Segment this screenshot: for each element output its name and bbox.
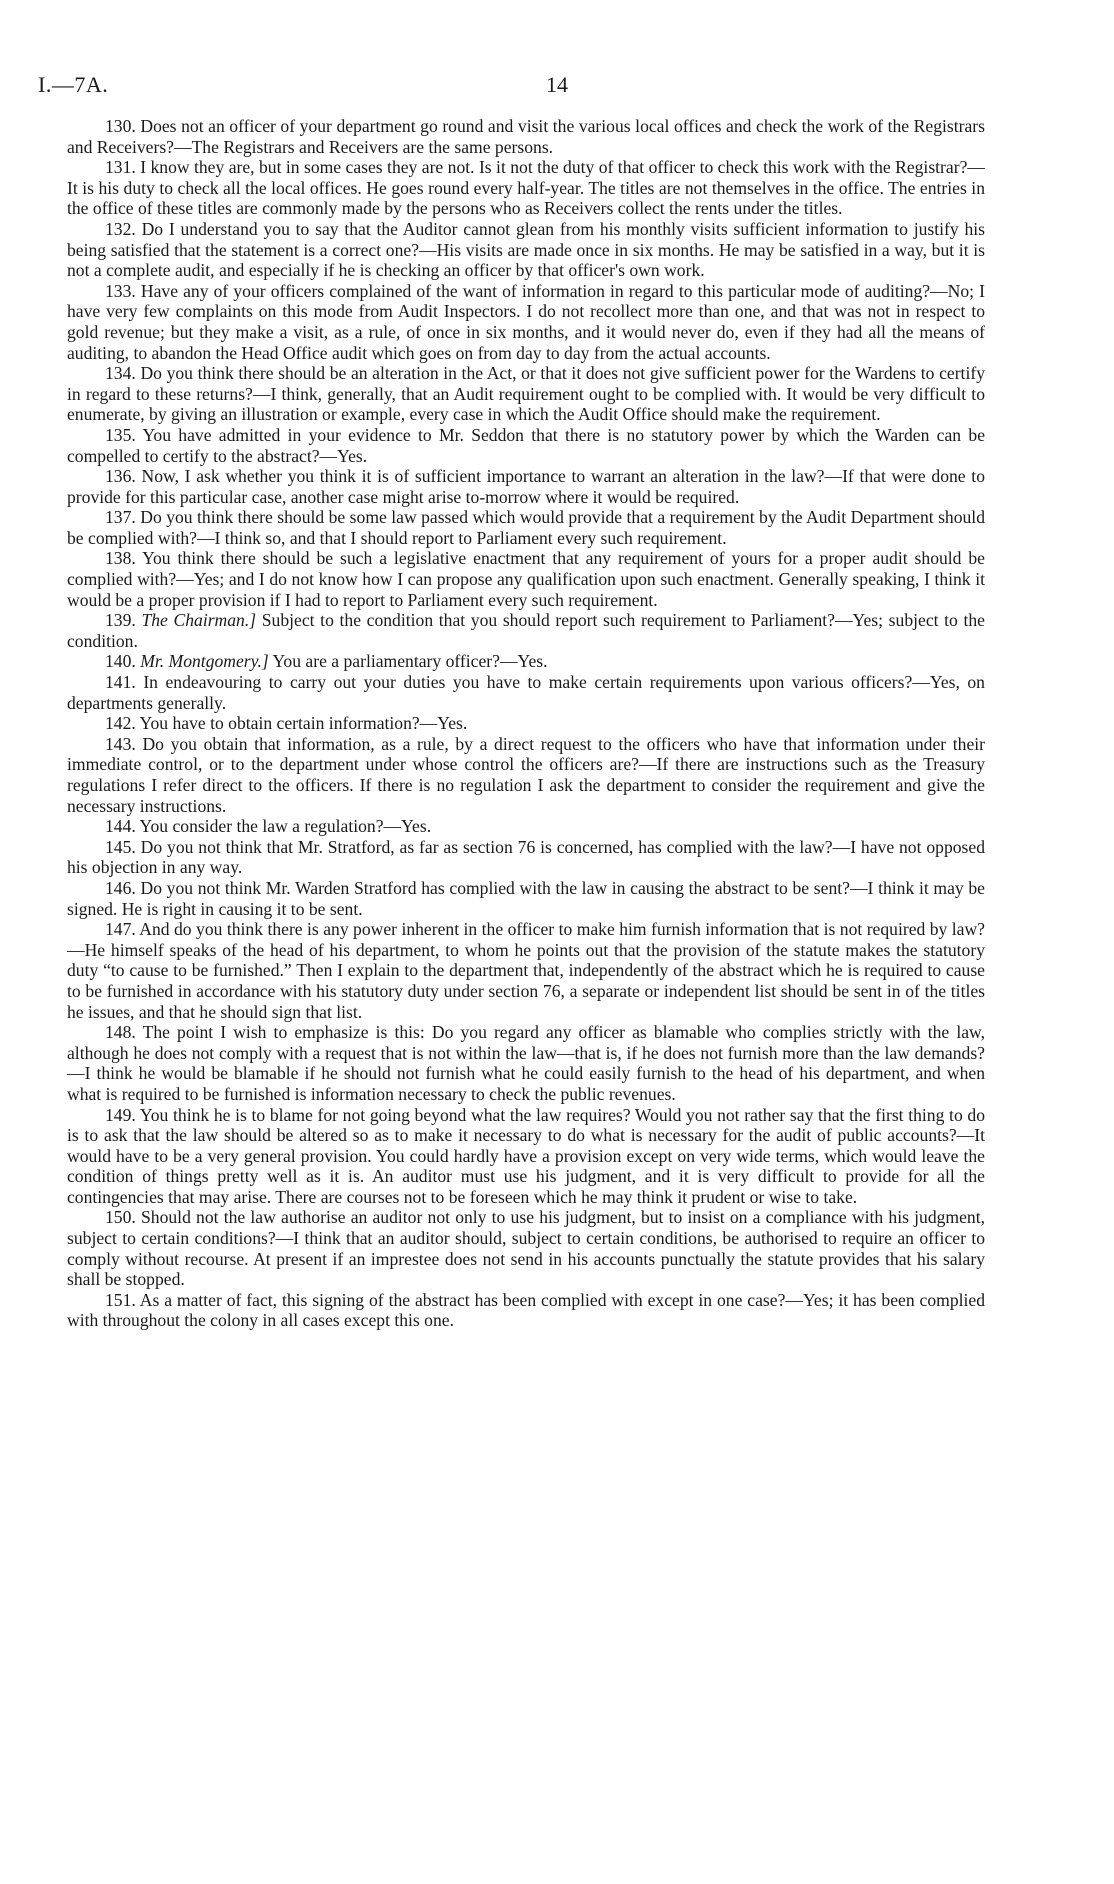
page-header xyxy=(38,72,1076,102)
paragraph-text: You consider the law a regulation?—Yes. xyxy=(139,816,432,837)
paragraph-text: Now, I ask whether you think it is of sufficient importance to warrant an alteration in the law?—If that were done to provide for this particular case, another case might arise to-morrow where it would be required. xyxy=(67,466,985,507)
paragraph-text: Do I understand you to say that the Auditor cannot glean from his monthly visits sufficient information to justify his being satisfied that the statement is a correct one?—His visits are made once in six months. He may be satisfied in a way, but it is not a complete audit, and especially if he is checking an officer by that officer's own work. xyxy=(67,218,985,281)
paragraph xyxy=(67,878,985,919)
paragraph-text: Do you think there should be some law passed which would provide that a requirement by the Audit Department should be complied with?—I think so, and that I should report to Parliament every such requirement. xyxy=(67,507,985,548)
question-number: 131. xyxy=(105,157,136,178)
page-number: 14 xyxy=(546,72,568,97)
paragraph-text: Do you not think that Mr. Stratford, as far as section 76 is concerned, has complied with the law?—I have not opposed his objection in any way. xyxy=(67,836,985,878)
paragraph xyxy=(67,837,985,878)
paragraph-text: As a matter of fact, this signing of the abstract has been complied with except in one case?—Yes; it has been complied with throughout the colony in all cases except this one. xyxy=(67,1289,985,1331)
question-number: 141. xyxy=(105,672,136,693)
paragraph-text: You have admitted in your evidence to Mr. Seddon that there is no statutory power by which the Warden can be compelled to certify to the abstract?—Yes. xyxy=(67,424,986,466)
paragraph xyxy=(67,1290,985,1331)
question-number: 150. xyxy=(105,1207,136,1228)
paragraph-text: I know they are, but in some cases they are not. Is it not the duty of that officer to check this work with the Registrar?—It is his duty to check all the local offices. He goes round every half-year. The titles are not themselves in the office. The entries in the office of these titles are commonly made by the persons who as Receivers collect the rents under the titles. xyxy=(67,157,985,219)
paragraph xyxy=(67,466,985,507)
paragraph xyxy=(67,610,985,651)
paragraph xyxy=(67,363,985,425)
paragraph xyxy=(67,1105,985,1208)
question-number: 138. xyxy=(105,548,136,569)
question-number: 144. xyxy=(105,816,136,837)
paragraph xyxy=(67,548,985,610)
paragraph xyxy=(67,219,985,281)
paragraph xyxy=(67,1022,985,1104)
paragraph xyxy=(67,816,985,837)
paragraph-text: Subject to the condition that you should report such requirement to Parliament?—Yes; subject to the condition. xyxy=(67,610,985,651)
paragraph xyxy=(67,919,985,1022)
paragraph xyxy=(67,651,985,672)
speaker-label: The Chairman.] xyxy=(141,610,257,631)
paragraph-text: Do you think there should be an alteration in the Act, or that it does not give sufficient power for the Wardens to certify in regard to these returns?—I think, generally, that an Audit requirement ought to be complied with. It would be very difficult to enumerate, by giving an illustration or example, every case in which the Audit Office should make the requirement. xyxy=(67,363,985,425)
paragraph-text: You are a parliamentary officer?—Yes. xyxy=(272,651,548,672)
paragraph xyxy=(67,157,985,219)
question-number: 137. xyxy=(105,507,136,528)
paragraph-text: You think there should be such a legislative enactment that any requirement of yours for a proper audit should be complied with?—Yes; and I do not know how I can propose any qualification upon such enactment. Generally speaking, I think it would be a proper provision if I had to report to Parliament every such requirement. xyxy=(67,548,985,610)
question-number: 135. xyxy=(105,424,136,445)
paragraph-text: And do you think there is any power inherent in the officer to make him furnish information that is not required by law?—He himself speaks of the head of his department, to whom he points out that the provision of the statute makes the statutory duty “to cause to be furnished.” Then I explain to the department that, independently of the abstract which he is required to cause to be furnished in accordance with his statutory duty under section 76, a separate or independent list should be sent in of the titles he issues, and that he should sign that list. xyxy=(67,919,985,1022)
question-number: 149. xyxy=(105,1104,136,1125)
speaker-label: Mr. Montgomery.] xyxy=(140,651,269,672)
question-number: 146. xyxy=(105,877,136,898)
paragraph-text: Have any of your officers complained of the want of information in regard to this particular mode of auditing?—No; I have very few complaints on this mode from Audit Inspectors. I do not recollect more than one, and that was not in respect to gold revenue; but they make a visit, as a rule, of once in six months, and it would never do, even if they had all the means of auditing, to abandon the Head Office audit which goes on from day to day from the actual accounts. xyxy=(67,280,985,363)
paragraph-text: Do you not think Mr. Warden Stratford has complied with the law in causing the abstract to be sent?—I think it may be signed. He is right in causing it to be sent. xyxy=(67,877,985,919)
question-number: 142. xyxy=(105,713,136,734)
question-number: 136. xyxy=(105,466,136,487)
paragraph xyxy=(67,116,985,157)
paragraph xyxy=(67,281,985,363)
question-number: 147. xyxy=(105,919,136,940)
question-number: 134. xyxy=(105,363,136,384)
question-number: 133. xyxy=(105,280,136,301)
question-number: 151. xyxy=(105,1289,136,1310)
question-number: 145. xyxy=(105,836,136,857)
paragraph xyxy=(67,734,985,816)
paragraph-text: Should not the law authorise an auditor not only to use his judgment, but to insist on a compliance with his judgment, subject to certain conditions?—I think that an auditor should, subject to certain conditions, be authorised to require an officer to comply without recourse. At present if an imprestee does not send in his accounts punctually the statute provides that his salary shall be stopped. xyxy=(67,1207,985,1290)
evidence-body xyxy=(67,116,985,1331)
paragraph xyxy=(67,1207,985,1289)
question-number: 130. xyxy=(105,116,136,136)
question-number: 148. xyxy=(105,1022,136,1043)
paragraph-text: You think he is to blame for not going beyond what the law requires? Would you not rather say that the first thing to do is to ask that the law should be altered so as to make it necessary to do what is necessary for the audit of public accounts?—It would have to be a very general provision. You could hardly have a provision except on very wide terms, which would leave the condition of things pretty well as it is. An auditor must use his judgment, and it is very difficult to provide for all the contingencies that may arise. There are courses not to be foreseen which he may think it prudent or wise to take. xyxy=(67,1104,985,1207)
paragraph xyxy=(67,672,985,713)
question-number: 140. xyxy=(105,651,136,672)
question-number: 139. xyxy=(105,610,136,631)
paragraph-text: You have to obtain certain information?—Yes. xyxy=(139,713,468,734)
question-number: 132. xyxy=(105,218,136,239)
paragraph xyxy=(67,425,985,466)
paragraph-text: Do you obtain that information, as a rule, by a direct request to the officers who have that information under their immediate control, or to the department under whose control the officers are?—If there are instructions such as the Treasury regulations I refer direct to the officers. If there is no regulation I ask the department to consider the requirement and give the necessary instructions. xyxy=(67,733,986,816)
paragraph-text: In endeavouring to carry out your duties you have to make certain requirements upon various officers?—Yes, on departments generally. xyxy=(67,672,985,713)
paragraph-text: Does not an officer of your department go round and visit the various local offices and check the work of the Registrars and Receivers?—The Registrars and Receivers are the same persons. xyxy=(67,116,985,157)
question-number: 143. xyxy=(105,733,136,754)
document-reference: I.—7A. xyxy=(38,72,109,97)
paragraph xyxy=(67,507,985,548)
paragraph xyxy=(67,713,985,734)
paragraph-text: The point I wish to emphasize is this: Do you regard any officer as blamable who complies strictly with the law, although he does not comply with a request that is not within the law—that is, if he does not furnish more than the law demands?—I think he would be blamable if he should not furnish what he could easily furnish to the head of his department, and when what is required to be furnished is information necessary to check the public revenues. xyxy=(67,1022,985,1104)
